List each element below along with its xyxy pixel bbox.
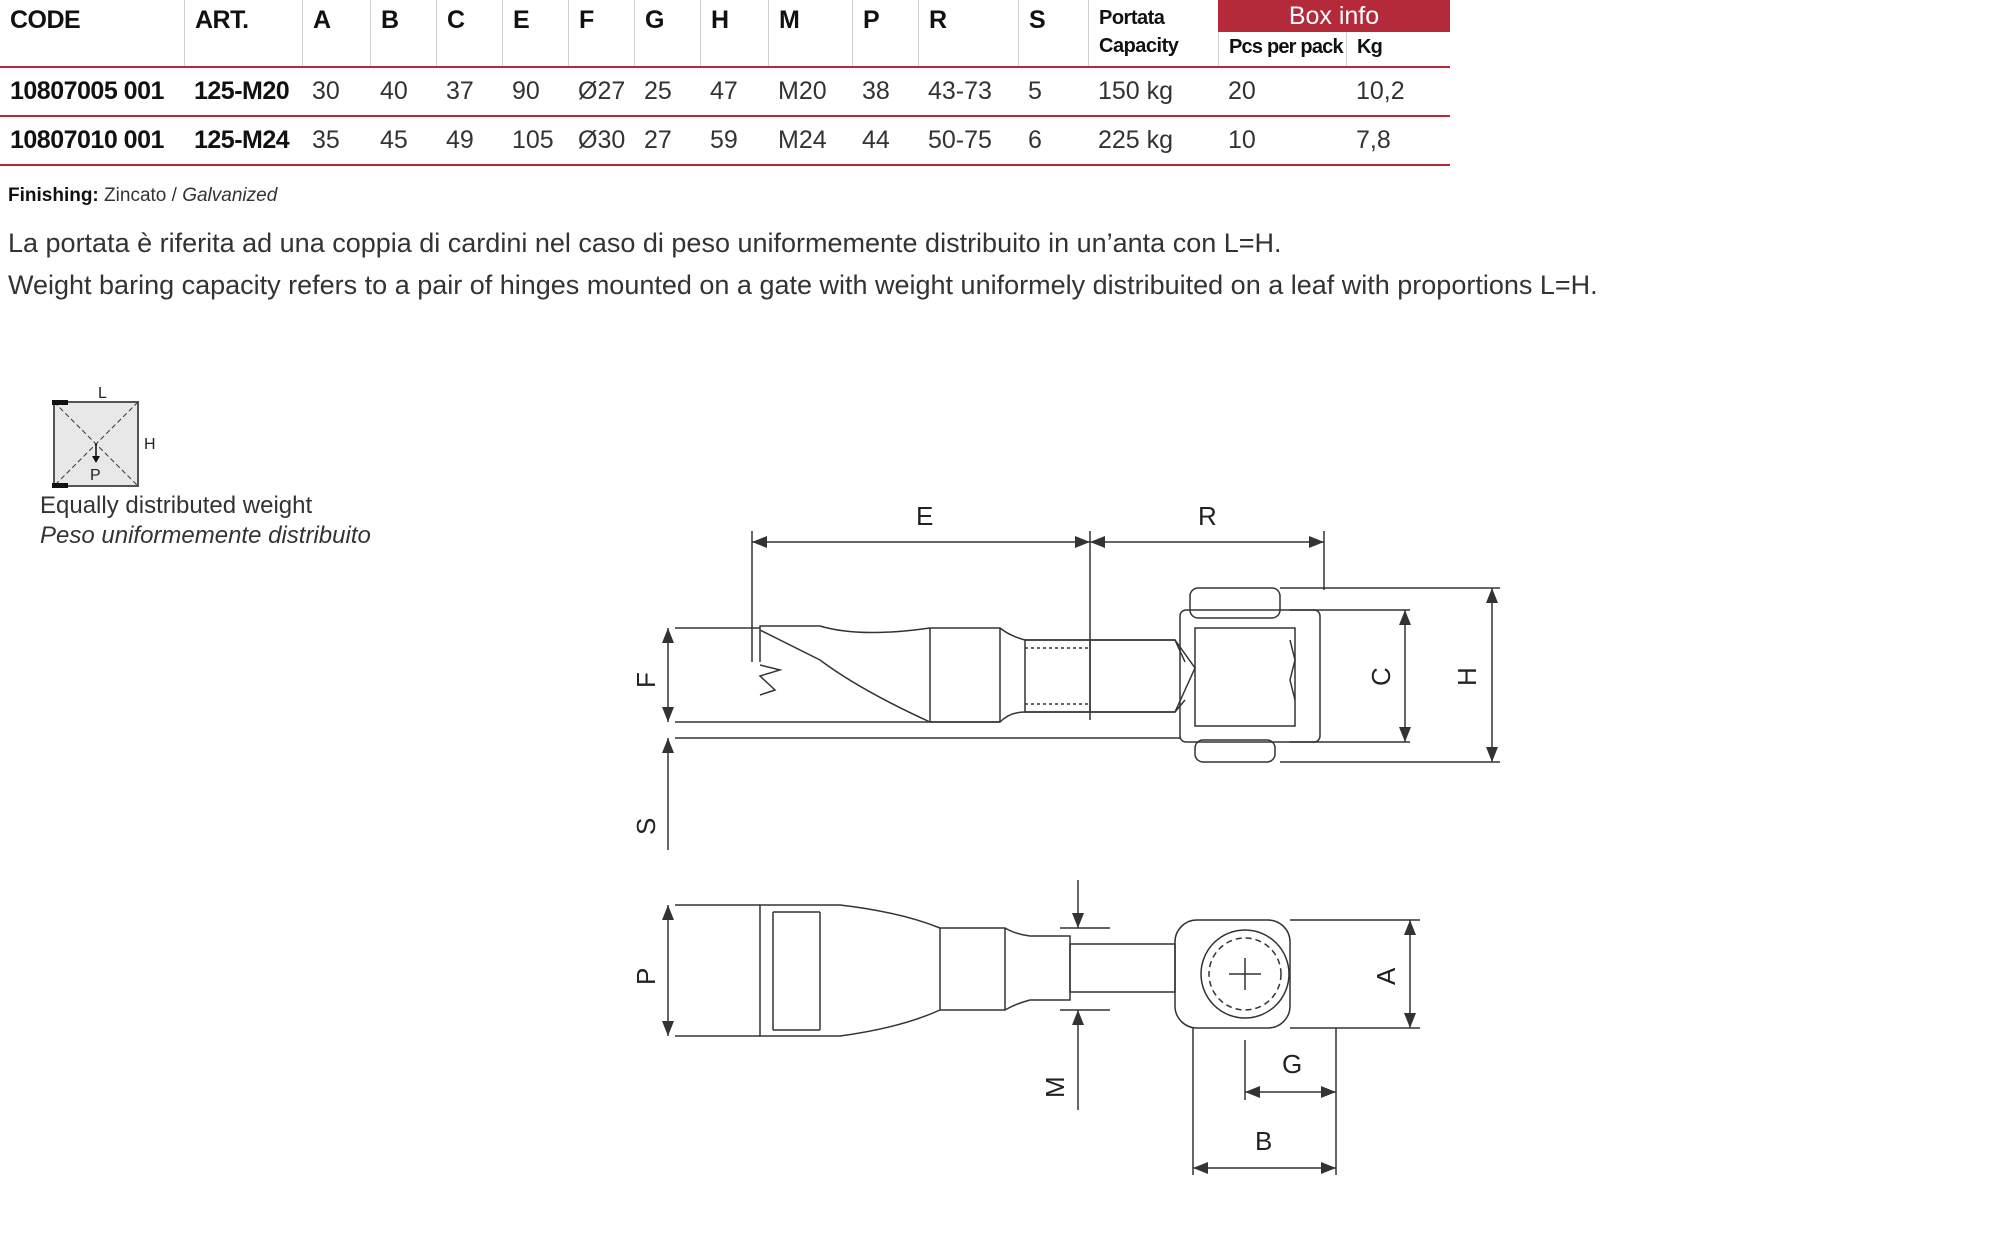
- dim-label-e: E: [916, 501, 934, 531]
- load-diagram: [40, 380, 200, 495]
- side-view: [631, 501, 1500, 850]
- cell-b: 40: [380, 77, 408, 105]
- hinge-technical-drawing: [600, 480, 1520, 1200]
- load-caption-it: Peso uniformemente distribuito: [40, 522, 371, 549]
- cell-s: 6: [1028, 126, 1042, 154]
- cell-m: M24: [778, 126, 827, 154]
- dim-label-s: S: [631, 817, 661, 835]
- header-s: S: [1018, 0, 1088, 66]
- dim-label-m: M: [1040, 1076, 1070, 1098]
- cell-pcs-per-pack: 20: [1228, 77, 1256, 105]
- dim-label-f: F: [631, 672, 661, 688]
- table-row: [0, 117, 1450, 166]
- bolt-body-shape: [760, 626, 1185, 662]
- label-l: L: [98, 385, 107, 402]
- header-capacity: [1088, 0, 1218, 66]
- header-h: H: [700, 0, 768, 66]
- finishing-separator: /: [171, 185, 177, 206]
- cell-b: 45: [380, 126, 408, 154]
- finishing-value-it: Zincato: [104, 185, 167, 206]
- cell-g: 27: [644, 126, 672, 154]
- spec-table: [0, 0, 1450, 166]
- box-info-title: Box info: [1218, 0, 1450, 32]
- cell-a: 30: [312, 77, 340, 105]
- cell-pcs-per-pack: 10: [1228, 126, 1256, 154]
- header-f: F: [568, 0, 634, 66]
- cell-p: 44: [862, 126, 890, 154]
- thread-section: [1025, 640, 1090, 712]
- label-p: P: [90, 467, 101, 484]
- cell-h: 47: [710, 77, 738, 105]
- hinge-bottom-mark: [52, 483, 68, 488]
- header-kg: Kg: [1346, 32, 1450, 66]
- header-pcs-per-pack: Pcs per pack: [1218, 32, 1346, 66]
- table-row: [0, 68, 1450, 117]
- box-info-header: [1218, 0, 1450, 66]
- cell-s: 5: [1028, 77, 1042, 105]
- header-art: ART.: [184, 0, 302, 66]
- table-header-row: [0, 0, 1450, 68]
- bolt-body-shape: [760, 630, 1185, 722]
- dim-label-a: A: [1371, 967, 1401, 985]
- dim-label-p: P: [631, 967, 661, 985]
- cell-art: 125-M20: [194, 77, 290, 105]
- header-c: C: [436, 0, 502, 66]
- header-g: G: [634, 0, 700, 66]
- label-h: H: [144, 436, 156, 453]
- cell-h: 59: [710, 126, 738, 154]
- header-a: A: [302, 0, 370, 66]
- cell-capacity: 150 kg: [1098, 77, 1174, 105]
- cell-g: 25: [644, 77, 672, 105]
- header-p: P: [852, 0, 918, 66]
- header-b: B: [370, 0, 436, 66]
- dim-label-b: B: [1255, 1126, 1273, 1156]
- cell-r: 50-75: [928, 126, 992, 154]
- capacity-note-en: Weight baring capacity refers to a pair of hinges mounted on a gate with weight uniformely distribuited on a leaf with proportions L=H.: [8, 270, 1598, 300]
- eye-shape: [1195, 628, 1295, 726]
- header-capacity-en: Capacity: [1099, 35, 1179, 57]
- load-caption-en: Equally distributed weight: [40, 492, 313, 519]
- pin-cap-bottom: [1195, 740, 1275, 762]
- cell-f: Ø30: [578, 126, 626, 154]
- dim-label-h: H: [1452, 667, 1482, 686]
- dim-label-g: G: [1282, 1049, 1303, 1079]
- top-view: [631, 880, 1420, 1175]
- bolt-top-shape: [760, 905, 1070, 1036]
- dim-label-c: C: [1366, 667, 1396, 686]
- split-tail-shape: [760, 665, 780, 695]
- cell-a: 35: [312, 126, 340, 154]
- finishing-label: Finishing:: [8, 185, 99, 206]
- cell-e: 105: [512, 126, 554, 154]
- cell-e: 90: [512, 77, 540, 105]
- header-m: M: [768, 0, 852, 66]
- cell-c: 37: [446, 77, 474, 105]
- cell-m: M20: [778, 77, 827, 105]
- cell-r: 43-73: [928, 77, 992, 105]
- dim-label-r: R: [1198, 501, 1217, 531]
- pin-cap-top: [1190, 588, 1280, 618]
- cell-kg: 10,2: [1356, 77, 1405, 105]
- cell-c: 49: [446, 126, 474, 154]
- bracket-shape: [1180, 610, 1320, 742]
- cell-art: 125-M24: [194, 126, 290, 154]
- cell-p: 38: [862, 77, 890, 105]
- neck-top-shape: [1070, 944, 1175, 992]
- header-e: E: [502, 0, 568, 66]
- header-r: R: [918, 0, 1018, 66]
- hinge-top-mark: [52, 400, 68, 405]
- header-code: CODE: [10, 6, 81, 34]
- cell-f: Ø27: [578, 77, 626, 105]
- cell-capacity: 225 kg: [1098, 126, 1174, 154]
- capacity-note-it: La portata è riferita ad una coppia di cardini nel caso di peso uniformemente distribuito in un’anta con L=H.: [8, 228, 1282, 258]
- cell-code: 10807005 001: [10, 77, 164, 105]
- header-capacity-it: Portata: [1099, 7, 1165, 29]
- finishing-value-en: Galvanized: [182, 185, 278, 206]
- cell-code: 10807010 001: [10, 126, 164, 154]
- cell-kg: 7,8: [1356, 126, 1391, 154]
- finishing-note: [8, 185, 277, 207]
